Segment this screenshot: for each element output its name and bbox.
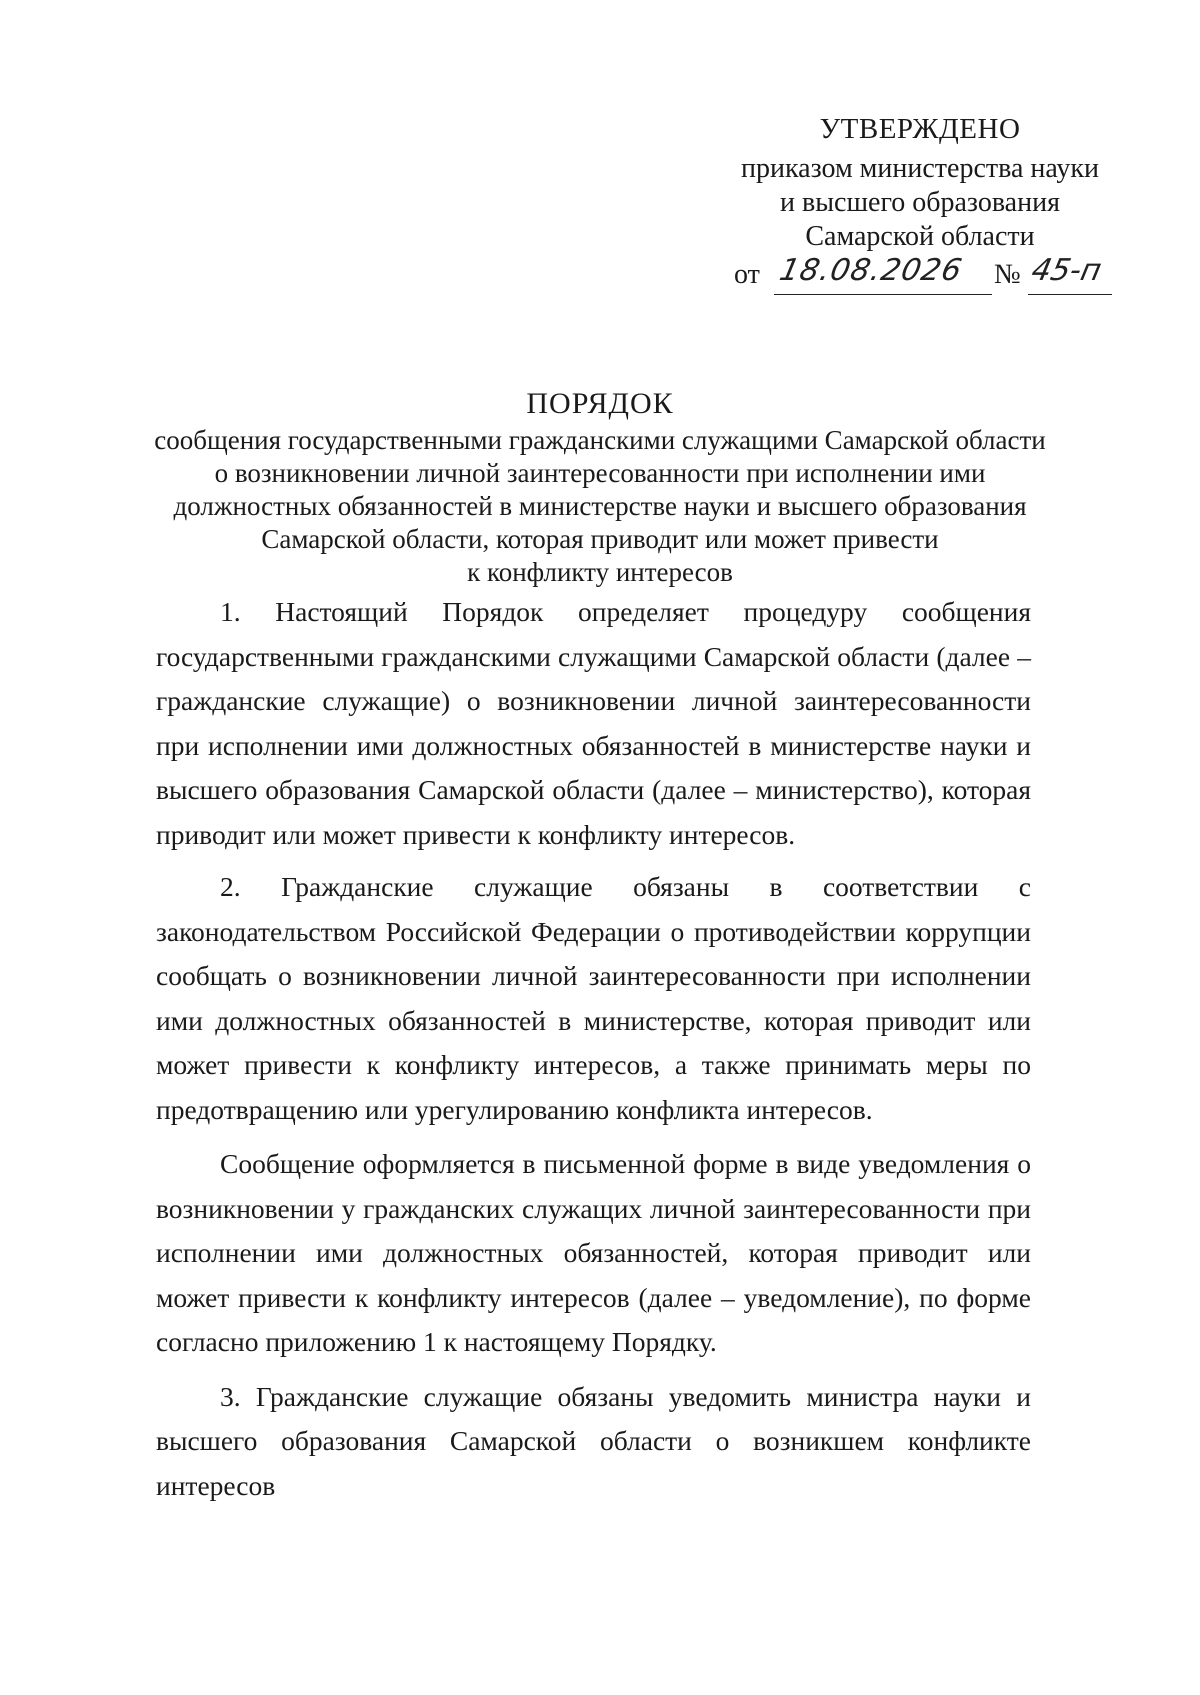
subtitle-line-1: сообщения государственными гражданскими служащими Самарской области [154,425,1046,455]
date-prefix: от [734,259,760,290]
approval-line-1: приказом министерства науки [741,153,1099,184]
approval-block [700,112,1140,296]
subtitle-line-5: к конфликту интересов [467,557,733,587]
document-subtitle [150,424,1050,589]
subtitle-line-3: должностных обязанностей в министерстве науки и высшего образования [173,491,1027,521]
paragraph-2: 2. Гражданские служащие обязаны в соответствии с законодательством Российской Федерации о противодействии коррупции сообщать о возникновении личной заинтересованности при исполнении ими должностных обязанностей в министерстве, которая приводит или может привести к конфликту интересов, а также принимать меры по предотвращению или урегулированию конфликта интересов. [156,871,1031,1125]
approval-line-2: и высшего образования [780,187,1060,218]
number-prefix: № [994,259,1021,290]
handwritten-date: 18.08.2026 [776,253,966,288]
approval-line-3: Самарской области [805,221,1035,252]
subtitle-line-2: о возникновении личной заинтересованности при исполнении ими [214,458,986,488]
document-body [156,590,1031,1516]
paragraph-4: 3. Гражданские служащие обязаны уведомить министра науки и высшего образования Самарской области о возникшем конфликте интересов [156,1380,1031,1501]
document-title: ПОРЯДОК [526,387,674,420]
approval-heading: УТВЕРЖДЕНО [819,113,1021,145]
document-title-block [150,386,1050,589]
paragraph-1: 1. Настоящий Порядок определяет процедуру сообщения государственными гражданскими служащими Самарской области (далее – гражданские служащие) о возникновении личной заинтересованности при исполнении ими должностных обязанностей в министерстве науки и высшего образования Самарской области (далее – министерство), которая приводит или может привести к конфликту интересов. [156,596,1031,850]
handwritten-number: 45-п [1028,253,1105,288]
paragraph-3: Сообщение оформляется в письменной форме в виде уведомления о возникновении у гражданских служащих личной заинтересованности при исполнении ими должностных обязанностей, которая приводит или может привести к конфликту интересов (далее – уведомление), по форме согласно приложению 1 к настоящему Порядку. [156,1148,1031,1357]
approval-date-number-line [700,253,1140,296]
subtitle-line-4: Самарской области, которая приводит или может привести [261,524,939,554]
